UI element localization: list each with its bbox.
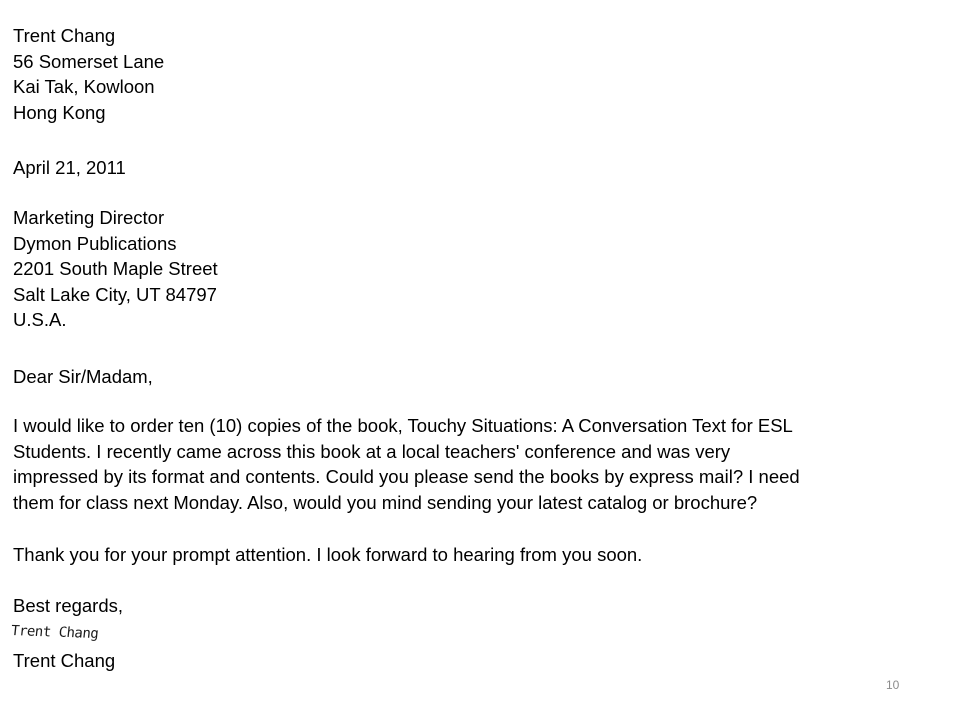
recipient-city-state-zip: Salt Lake City, UT 84797 xyxy=(13,283,217,305)
salutation-text: Dear Sir/Madam, xyxy=(13,366,153,387)
body-paragraph-2 xyxy=(13,542,642,568)
body-line: Students. I recently came across this book at a local teachers' conference and was very xyxy=(13,440,731,462)
recipient-title: Marketing Director xyxy=(13,207,165,228)
closing-text: Best regards, xyxy=(13,595,124,616)
body-paragraph-1 xyxy=(13,413,948,515)
recipient-company: Dymon Publications xyxy=(13,232,177,254)
salutation xyxy=(13,364,153,390)
date-text: April 21, 2011 xyxy=(13,157,126,178)
printed-name xyxy=(13,648,115,674)
letter-date xyxy=(13,155,126,181)
body-line: I would like to order ten (10) copies of the book, Touchy Situations: A Conversation Text for ESL xyxy=(13,415,793,436)
page-number: 10 xyxy=(886,678,900,692)
body-line: impressed by its format and contents. Could you please send the books by express mail? I need xyxy=(13,466,800,487)
handwritten-signature: Trent Chang xyxy=(10,623,100,643)
body-line: them for class next Monday. Also, would you mind sending your latest catalog or brochure? xyxy=(13,491,758,513)
recipient-street: 2201 South Maple Street xyxy=(13,258,218,279)
sender-address-line1: 56 Somerset Lane xyxy=(13,50,165,72)
thanks-text: Thank you for your prompt attention. I look forward to hearing from you soon. xyxy=(13,544,643,565)
sender-country: Hong Kong xyxy=(13,101,106,123)
sender-address-line2: Kai Tak, Kowloon xyxy=(13,76,155,97)
recipient-country: U.S.A. xyxy=(13,309,67,330)
printed-name-text: Trent Chang xyxy=(13,650,116,671)
sender-address-block xyxy=(13,23,164,125)
closing xyxy=(13,593,123,619)
sender-name: Trent Chang xyxy=(13,25,116,46)
recipient-address-block xyxy=(13,205,218,333)
